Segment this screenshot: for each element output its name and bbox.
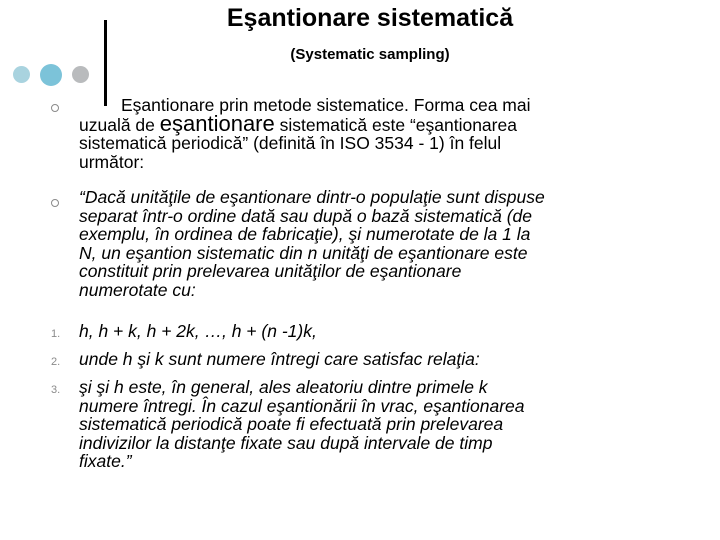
bullet-circle-icon — [51, 104, 59, 112]
numbered-3-line-5: fixate.” — [79, 451, 132, 472]
numbered-item-1 — [79, 322, 659, 341]
numbered-item-2 — [79, 350, 659, 369]
bullet-2-line-6: numerotate cu: — [79, 279, 196, 300]
numbered-3-line-1: şi şi h este, în general, ales aleatoriu dintre primele k — [79, 377, 488, 397]
bullet-1-emphasized-word: eşantionare — [159, 110, 275, 136]
bullet-1-line-4: următor: — [79, 151, 145, 172]
bullet-1-line-2 — [79, 110, 659, 136]
bullet-1-line-1: Eşantionare prin metode sistematice. Forma cea mai — [121, 95, 531, 115]
list-number-1: 1. — [51, 328, 61, 340]
bullet-2-line-2: separat într-o ordine dată sau după o bază sistematică (de — [79, 205, 533, 226]
bullet-2-line-5: constituit prin prelevarea unităţilor de eşantionare — [79, 261, 462, 282]
bullet-2-line-3: exemplu, în ordinea de fabricaţie), şi numerotate de la 1 la — [79, 224, 531, 245]
bullet-item-2 — [79, 188, 659, 300]
bullet-1-line-2-post: sistematică este “eşantionarea — [274, 114, 517, 135]
list-number-2: 2. — [51, 356, 61, 368]
numbered-3-line-4: indivizilor la distanţe fixate sau după intervale de timp — [79, 432, 493, 453]
numbered-3-line-3: sistematică periodică poate fi efectuată prin prelevarea — [79, 414, 504, 435]
slide-title: Eşantionare sistematică — [226, 4, 514, 32]
bullet-1-line-3: sistematică periodică” (definită în ISO 3534 - 1) în felul — [79, 133, 502, 154]
bullet-2-line-1: “Dacă unităţile de eşantionare dintr-o populaţie sunt dispuse — [79, 187, 545, 207]
list-number-3: 3. — [51, 384, 61, 396]
numbered-item-3 — [79, 378, 659, 471]
numbered-1-line-1: h, h + k, h + 2k, …, h + (n -1)k, — [79, 321, 317, 341]
slide-subtitle: (Systematic sampling) — [290, 46, 450, 63]
bullet-circle-icon — [51, 199, 59, 207]
bullet-item-1 — [79, 96, 659, 171]
numbered-3-line-2: numere întregi. În cazul eşantionării în vrac, eşantionarea — [79, 395, 525, 416]
bullet-1-line-2-pre: uzuală de — [79, 114, 160, 135]
bullet-2-line-4: N, un eşantion sistematic din n unităţi de eşantionare este — [79, 242, 528, 263]
numbered-2-line-1: unde h şi k sunt numere întregi care satisfac relaţia: — [79, 349, 480, 369]
